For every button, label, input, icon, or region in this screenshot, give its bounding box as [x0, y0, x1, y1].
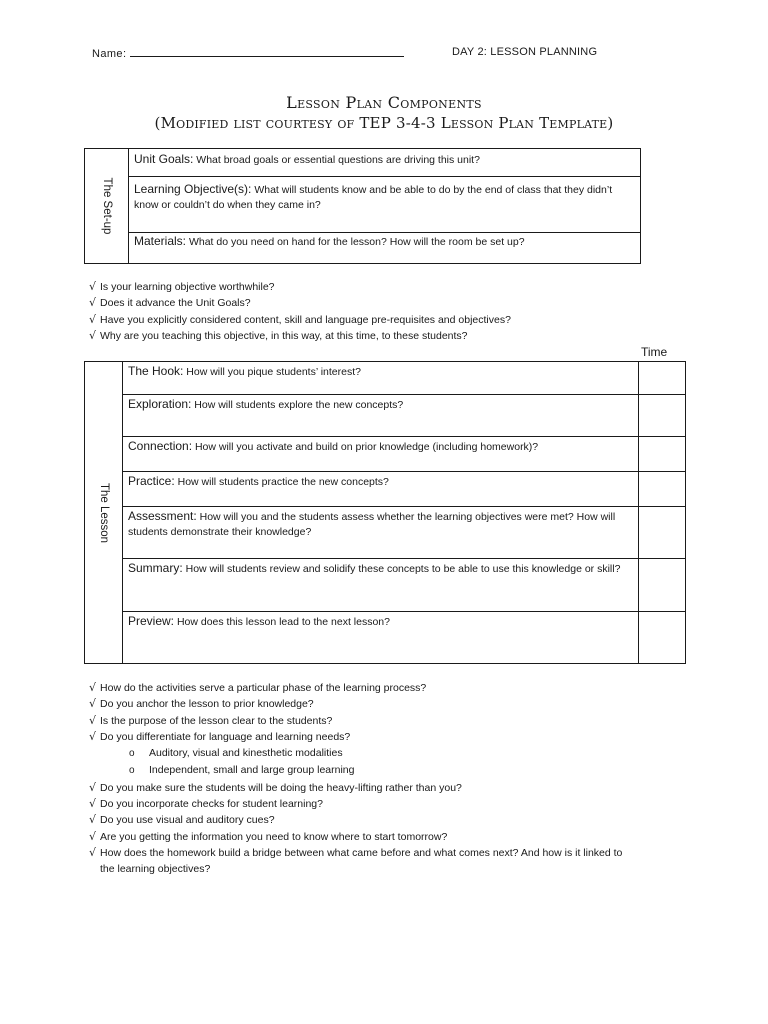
- check-mark-icon: √: [89, 780, 97, 794]
- setup-row-label: Learning Objective(s):: [134, 182, 252, 196]
- check-mark-icon: √: [89, 328, 97, 342]
- setup-cell[interactable]: [129, 149, 641, 177]
- time-cell[interactable]: [639, 437, 686, 472]
- page-title: Lesson Plan Components: [286, 93, 482, 112]
- bullet-icon: o: [129, 765, 135, 777]
- name-blank-line[interactable]: [130, 46, 404, 57]
- checklist-item: √ Do you anchor the lesson to prior knowledge?: [89, 697, 314, 711]
- lesson-cell[interactable]: The Hook: How will you pique students’ interest?: [123, 362, 639, 395]
- lesson-cell[interactable]: Preview: How does this lesson lead to the next lesson?: [123, 612, 639, 664]
- checklist-item: √ Why are you teaching this objective, in this way, at this time, to these students?: [89, 328, 468, 342]
- checklist-item: √ Do you incorporate checks for student learning?: [89, 797, 323, 811]
- check-mark-icon: √: [89, 681, 97, 694]
- name-label: Name:: [92, 48, 127, 60]
- lesson-row-summary: [85, 559, 686, 612]
- check-mark-icon: √: [89, 845, 97, 859]
- setup-row-label: Materials:: [134, 234, 187, 248]
- setup-table: [84, 148, 641, 264]
- lesson-cell[interactable]: Connection: How will you activate and build on prior knowledge (including homework)?: [123, 437, 639, 472]
- setup-row-materials: [85, 233, 641, 264]
- checklist-item: √ Do you make sure the students will be doing the heavy-lifting rather than you?: [89, 780, 462, 794]
- setup-row-text: What do you need on hand for the lesson? How will the room be set up?: [188, 236, 525, 248]
- setup-cell[interactable]: [129, 233, 641, 264]
- objective-checklist: [89, 279, 511, 344]
- check-mark-icon: √: [89, 697, 97, 711]
- checklist-item: √ Is the purpose of the lesson clear to the students?: [89, 713, 333, 727]
- check-mark-icon: √: [89, 312, 97, 326]
- checklist-item-continuation: the learning objectives?: [100, 863, 211, 876]
- day-label: DAY 2: LESSON PLANNING: [452, 46, 598, 58]
- setup-cell[interactable]: [129, 177, 641, 233]
- check-mark-icon: √: [89, 813, 97, 827]
- check-mark-icon: √: [89, 797, 97, 811]
- lesson-row-assessment: [85, 507, 686, 559]
- time-column-label: Time: [641, 345, 668, 359]
- checklist-item: √ Do you use visual and auditory cues?: [89, 813, 275, 827]
- checklist-sub-item: o Auditory, visual and kinesthetic modalities: [89, 745, 622, 762]
- checklist-item: √ Does it advance the Unit Goals?: [89, 296, 251, 310]
- time-cell[interactable]: [639, 362, 686, 395]
- check-mark-icon: √: [89, 280, 97, 293]
- lesson-checklist: [89, 680, 622, 878]
- setup-row-unit-goals: [85, 149, 641, 177]
- time-cell[interactable]: [639, 559, 686, 612]
- checklist-item: √ How do the activities serve a particular phase of the learning process?: [89, 681, 427, 694]
- lesson-row-preview: [85, 612, 686, 664]
- lesson-side-label: The Lesson: [97, 482, 110, 543]
- checklist-item: √ Are you getting the information you need to know where to start tomorrow?: [89, 829, 448, 843]
- lesson-cell[interactable]: Exploration: How will students explore the new concepts?: [123, 395, 639, 437]
- checklist-item: √ How does the homework build a bridge between what came before and what comes next? And how is it linked to: [89, 845, 623, 859]
- time-cell[interactable]: [639, 395, 686, 437]
- setup-row-label: Unit Goals:: [134, 152, 194, 166]
- time-cell[interactable]: [639, 507, 686, 559]
- lesson-table: [84, 361, 686, 664]
- checklist-item: √ Do you differentiate for language and learning needs?: [89, 729, 351, 743]
- lesson-row-hook: [85, 362, 686, 395]
- lesson-row-connection: [85, 437, 686, 472]
- checklist-item: √ Have you explicitly considered content, skill and language pre-requisites and objectives?: [89, 312, 511, 326]
- lesson-row-exploration: [85, 395, 686, 437]
- setup-side-label: The Set-up: [100, 177, 113, 235]
- setup-side-cell: [85, 149, 129, 264]
- time-cell[interactable]: [639, 612, 686, 664]
- setup-row-text: What broad goals or essential questions are driving this unit?: [196, 154, 480, 166]
- lesson-cell[interactable]: Summary: How will students review and solidify these concepts to be able to use this knowledge or skill?: [123, 559, 639, 612]
- lesson-side-cell: [85, 362, 123, 664]
- lesson-cell[interactable]: Assessment: How will you and the students assess whether the learning objectives were met? How will students demonstrate their knowledge?: [123, 507, 639, 559]
- checklist-item: √ Is your learning objective worthwhile?: [89, 280, 275, 293]
- check-mark-icon: √: [89, 729, 97, 743]
- bullet-icon: o: [129, 748, 135, 760]
- setup-row-text: What will students know and be able to do by the end of class that they didn’t know or couldn’t do when they came in?: [134, 184, 613, 211]
- check-mark-icon: √: [89, 296, 97, 310]
- page-subtitle: (Modified list courtesy of TEP 3-4-3 Lesson Plan Template): [154, 114, 614, 132]
- time-cell[interactable]: [639, 472, 686, 507]
- check-mark-icon: √: [89, 829, 97, 843]
- name-field: [92, 46, 404, 60]
- checklist-sub-item: o Independent, small and large group learning: [89, 762, 622, 779]
- setup-row-learning-objectives: [85, 177, 641, 233]
- lesson-row-practice: [85, 472, 686, 507]
- lesson-cell[interactable]: Practice: How will students practice the new concepts?: [123, 472, 639, 507]
- check-mark-icon: √: [89, 713, 97, 727]
